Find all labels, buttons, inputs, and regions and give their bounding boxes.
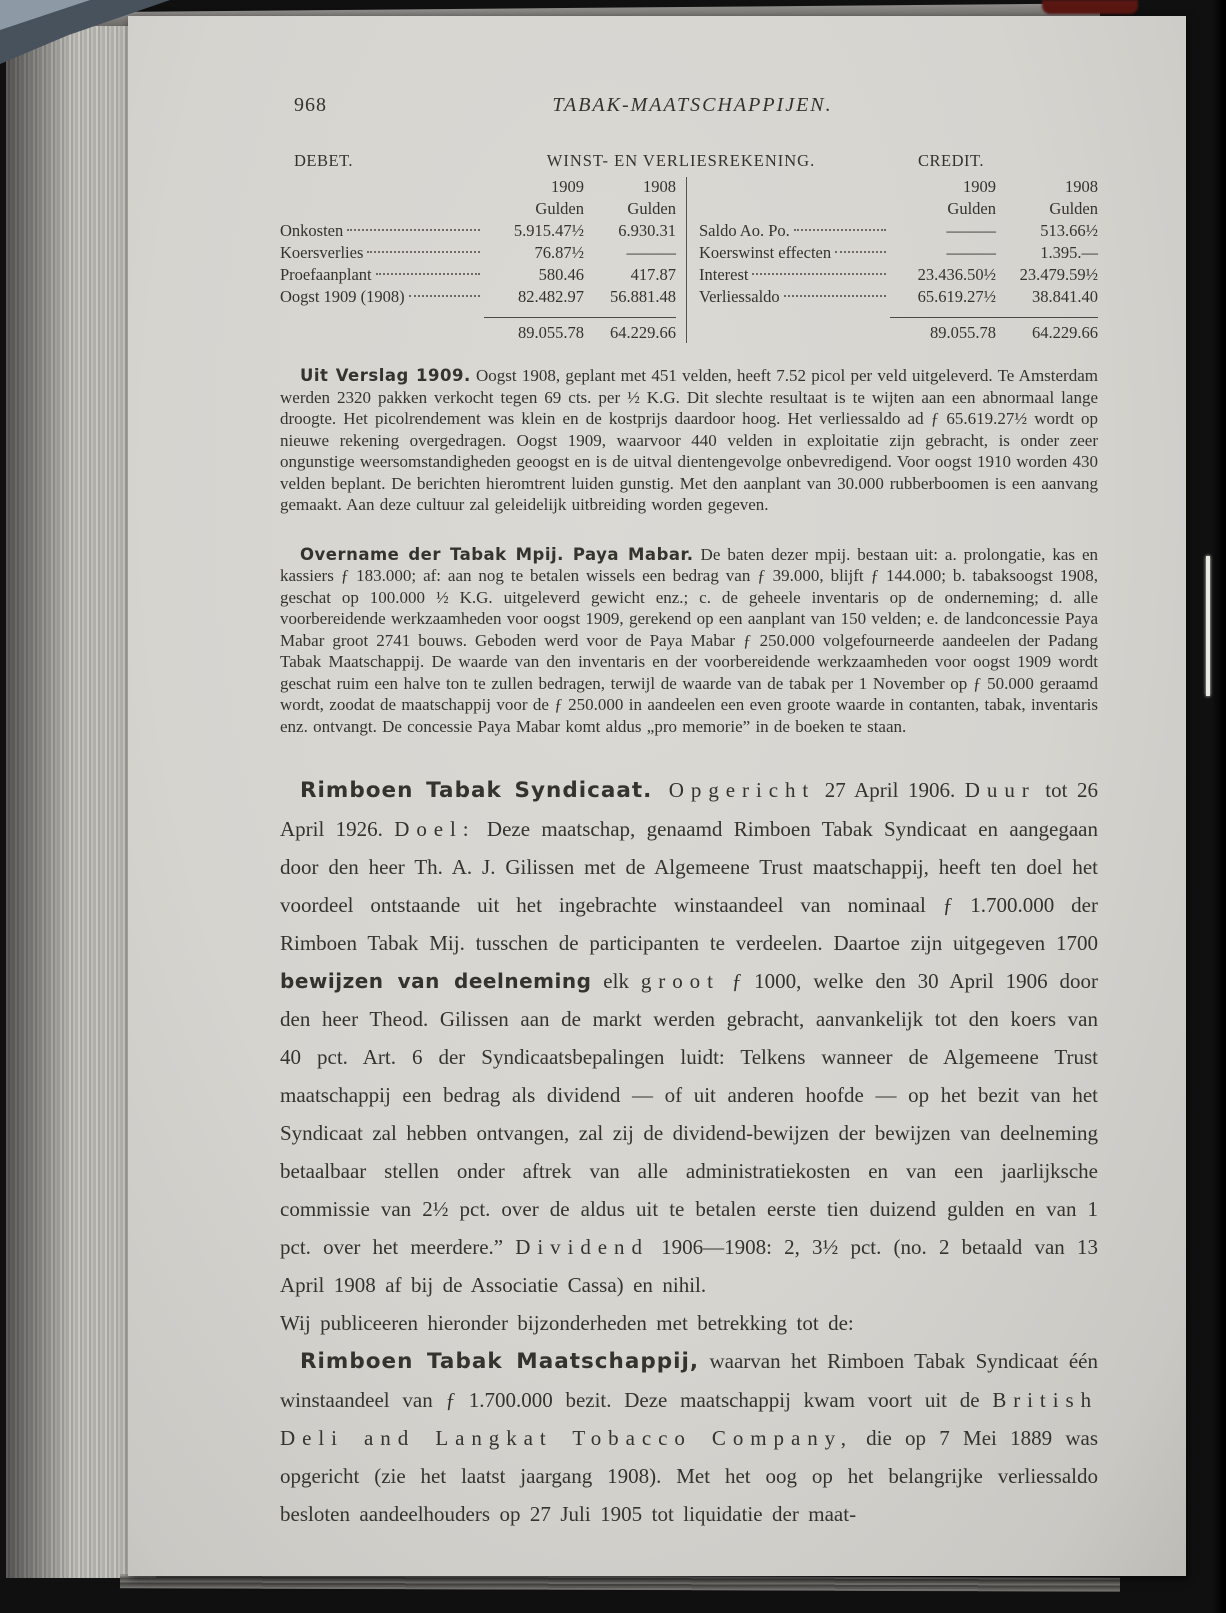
row-amount-1908: ——— [626,243,676,262]
table-row [280,287,676,309]
debet-total-1909: 89.055.78 [518,323,584,342]
statement-caption [280,151,1098,171]
text-segment: Duur [964,778,1036,802]
credit-total-1908: 64.229.66 [1032,323,1098,342]
debet-total-row [280,317,676,343]
row-label: Onkosten [280,221,344,240]
table-row [280,265,676,287]
row-label: Interest [699,265,749,284]
row-label: Oogst 1909 (1908) [280,287,405,306]
page-header [280,94,1098,117]
credit-table [687,177,1098,343]
paragraph-rimboen-tabak-maatschappij [280,1342,1098,1533]
profit-loss-statement [280,151,1098,343]
debet-total-1908: 64.229.66 [610,323,676,342]
row-amount-1909: 580.46 [538,265,584,284]
row-amount-1908: 56.881.48 [610,287,676,306]
text-segment: tot 26 April 1926. [280,778,1098,841]
text-segment: die op 7 Mei 1889 was opgericht (zie het laatst jaargang 1908). Met het oog op het belangrijke verliessaldo besloten aandeelhouders op 27 Juli 1905 tot liquidatie der maat- [280,1426,1098,1526]
row-label: Koerswinst effecten [699,243,832,262]
debet-col-year-1908: 1908 [643,177,676,196]
row-amount-1908: 23.479.59½ [1019,265,1098,284]
row-amount-1909: 5.915.47½ [513,221,584,240]
debet-label: DEBET. [294,151,354,170]
table-row [699,221,1098,243]
dotted-leader [835,251,886,253]
credit-unit-1908: Gulden [1049,199,1098,218]
dotted-leader [347,229,480,231]
text-segment: British Deli and Langkat Tobacco Company, [280,1388,1098,1450]
debet-unit-1908: Gulden [627,199,676,218]
text-segment: 27 April 1906. [815,778,965,802]
dotted-leader [784,295,886,297]
text-segment: groot [640,969,720,993]
section-heading: Rimboen Tabak Syndicaat. [300,778,653,803]
text-segment: Wij publiceeren hieronder bijzonderheden met betrekking tot de: [280,1311,854,1335]
dotted-leader [409,295,480,297]
debet-unit-header [280,199,676,221]
credit-total-row [699,317,1098,343]
paragraph-overname-paya-mabar [280,544,1098,738]
table-row [280,221,676,243]
credit-col-year-1908: 1908 [1065,177,1098,196]
text-segment: Oogst 1908, geplant met 451 velden, heeft 7.52 picol per veld uitgeleverd. Te Amsterdam werden 2320 pakken verkocht tegen 69 cts. per ½ K.G. Dit slechte resultaat is te wijten aan een abnormaal lange droogte. Het picolrendement was klein en de kostprijs daardoor hoog. Het verliessaldo ad ƒ 65.619.27½ wordt op nieuwe rekening overgedragen. Oogst 1909, waarvoor 440 velden in exploitatie zijn gebracht, is onder zeer ongunstige weersomstandigheden geoogst en is de uitval dientengevolge onbevredigend. Voor oogst 1910 worden 430 velden beplant. De berichten hieromtrent luiden gunstig. Met den aanplant van 30.000 rubberboomen is een aanvang gemaakt. Aan deze cultuur zal geleidelijk uitbreiding worden gegeven. [280,366,1098,514]
dotted-leader [752,273,886,275]
paragraph-rimboen-tabak-syndicaat [280,771,1098,1304]
row-amount-1908: 513.66½ [1040,221,1098,240]
text-segment: De baten dezer mpij. bestaan uit: a. prolongatie, kas en kassiers ƒ 183.000; af: aan nog te betalen wissels een bedrag van ƒ 39.000, blijft ƒ 144.000; b. tabaksoogst 1908, geschat op 100.000 ½ K.G. uitgeleverd gewicht enz.; c. de geheele inventaris op de onderneming; d. alle voorbereidende werkzaamheden voor oogst 1909, gerekend op een aanplant van 150 velden; e. de landconcessie Paya Mabar groot 2741 bouws. Geboden werd voor de Paya Mabar ƒ 250.000 volgefourneerde aandeelen der Padang Tabak Maatschappij. De waarde van den inventaris en der voorbereidende werkzaamheden voor oogst 1909 wordt geschat ruim een halve ton te zullen bedragen, terwijl de waarde van de tabak per 1 November op ƒ 50.000 geraamd wordt, zoodat de maatschappij voor de ƒ 250.000 in aandeelen een even groote waarde in contanten, tabak, inventaris enz. ontvangt. De concessie Paya Mabar komt aldus „pro memorie” in de boeken te staan. [280,544,1098,736]
text-segment: bewijzen van deelneming [280,969,592,993]
scan-artifact-top [1042,0,1138,14]
dotted-leader [376,273,480,275]
statement-body [280,177,1098,343]
paragraph-lead: Overname der Tabak Mpij. Paya Mabar. [300,544,694,564]
text-segment: Dividend [515,1235,649,1259]
debet-table [280,177,687,343]
credit-total-1909: 89.055.78 [930,323,996,342]
row-amount-1908: 1.395.— [1040,243,1098,262]
row-amount-1909: 82.482.97 [518,287,584,306]
scan-artifact-right [1206,556,1210,696]
dotted-leader [367,251,480,253]
row-amount-1909: ——— [946,243,996,262]
row-label: Proefaanplant [280,265,372,284]
statement-title: WINST- EN VERLIESREKENING. [546,151,816,170]
row-label: Verliessaldo [699,287,780,306]
table-row [280,243,676,265]
text-segment: Doel: [394,817,476,841]
book-page-edges-bottom [120,1574,1120,1591]
debet-unit-1909: Gulden [535,199,584,218]
row-amount-1909: ——— [946,221,996,240]
page-title: TABAK-MAATSCHAPPIJEN. [552,94,833,116]
row-label: Saldo Ao. Po. [699,221,790,240]
credit-year-header [699,177,1098,199]
debet-year-header [280,177,676,199]
row-amount-1909: 23.436.50½ [917,265,996,284]
scan-right-shadow [1212,0,1226,1613]
text-segment: ƒ 1000, welke den 30 April 1906 door den heer Theod. Gilissen aan de markt werden gebracht, aanvankelijk tot den koers van 40 pct. Art. 6 der Syndicaatsbepalingen luidt: Telkens wanneer de Algemeene Trust maatschappij een bedrag als dividend — of uit anderen hoofde — op het bezit van het Syndicaat zal hebben ontvangen, zal zij de dividend-bewijzen der bewijzen van deelneming betaalbaar stellen onder aftrek van alle administratiekosten en van een jaarlijksche commissie van 2½ pct. over de aldus uit te betalen eerste tien duizend gulden en van 1 pct. over het meerdere.” [280,969,1099,1259]
row-label: Koersverlies [280,243,364,262]
section-heading: Rimboen Tabak Maatschappij, [300,1349,700,1374]
table-row [699,243,1098,265]
text-segment: elk [591,969,641,993]
paragraph-verslag-1909 [280,365,1098,516]
credit-unit-header [699,199,1098,221]
book-page [128,16,1186,1576]
paragraph-intro-line [280,1304,1098,1342]
text-segment: waarvan het Rimboen Tabak Syndicaat één winstaandeel van ƒ 1.700.000 bezit. Deze maatschappij kwam voort uit de [280,1349,1098,1412]
credit-unit-1909: Gulden [947,199,996,218]
row-amount-1909: 65.619.27½ [917,287,996,306]
table-row [699,265,1098,287]
debet-col-year-1909: 1909 [551,177,584,196]
paragraph-lead: Uit Verslag 1909. [300,366,471,385]
text-segment: Opgericht [652,778,816,802]
page-number: 968 [294,94,327,116]
row-amount-1909: 76.87½ [534,243,584,262]
page-content [280,94,1098,1533]
text-segment: Deze maatschap, genaamd Rimboen Tabak Syndicaat en aangegaan door den heer Th. A. J. Gilissen met de Algemeene Trust maatschappij, heeft ten doel het voordeel ontstaande uit het ingebrachte winstaandeel van nominaal ƒ 1.700.000 der Rimboen Tabak Mij. tusschen de participanten te verdeelen. Daartoe zijn uitgegeven 1700 [280,817,1098,955]
row-amount-1908: 6.930.31 [618,221,676,240]
row-amount-1908: 38.841.40 [1032,287,1098,306]
table-row [699,287,1098,309]
credit-col-year-1909: 1909 [963,177,996,196]
row-amount-1908: 417.87 [630,265,676,284]
dotted-leader [794,229,886,231]
text-segment: 1906—1908: 2, 3½ pct. (no. 2 betaald van 13 April 1908 af bij de Associatie Cassa) en nihil. [280,1235,1098,1297]
credit-label: CREDIT. [918,151,984,170]
